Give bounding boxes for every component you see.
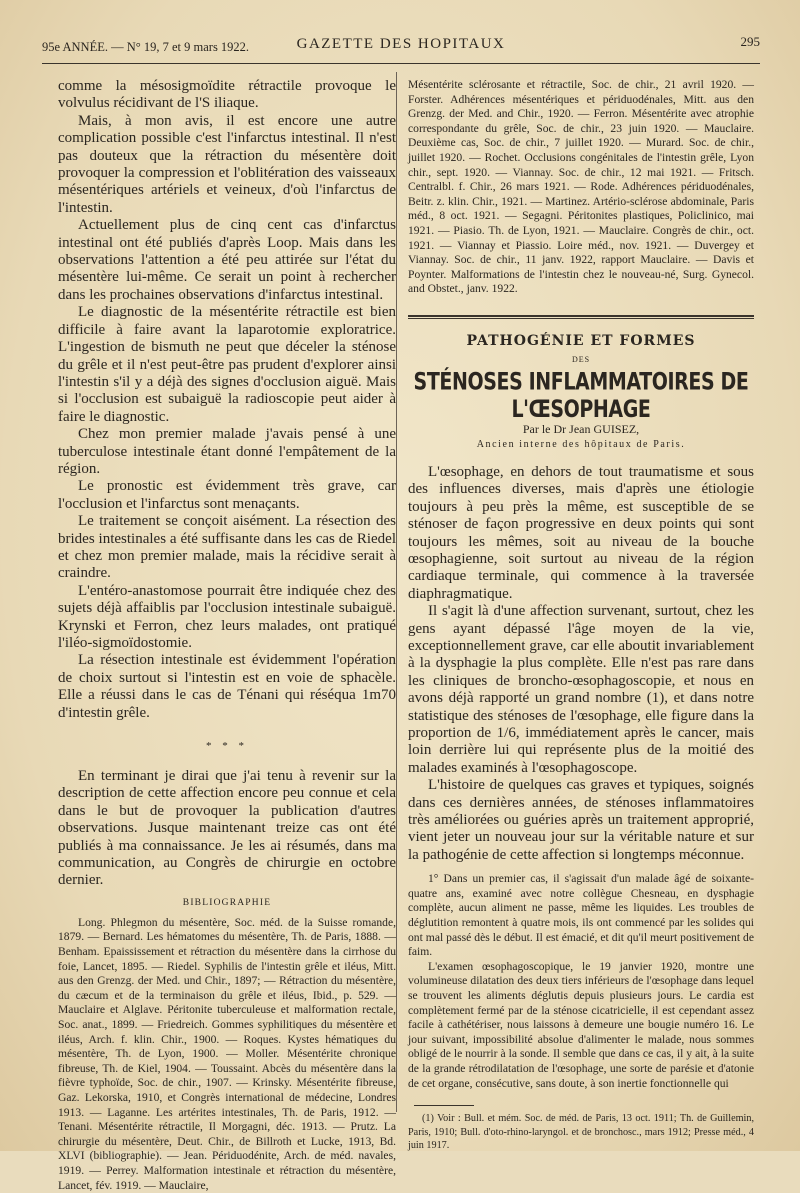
paragraph: Le traitement se conçoit aisément. La résection des brides intestinales a été suffisante dans les cas de Riedel et chez mon premier malade, mais la récidive serait à craindre. bbox=[58, 513, 396, 582]
article-title-connector: DES bbox=[571, 354, 591, 364]
bibliography-continued: Mésentérite sclérosante et rétractile, Soc. de chir., 21 avril 1920. — Forster. Adhérences mésentériques et périduodénales, Mitt. aus den Grenzg. der Med. and Chir., 1920. — Ferron. Mésentérite avec atrophie correspondante du grêle, Soc. de chir., 23 juin 1920. — Mauclaire. Deuxième cas, Soc. de chir., 7 juillet 1920. — Murard. Soc. de chir., juillet 1920. — Rochet. Occlusions congénitales de l'intestin grêle, Lyon chir., sept. 1920. — Viannay. Soc. de chir., 12 mai 1921. — Fritsch. Centralbl. f. Chir., 26 mars 1921. — Rode. Adhérences périduodénales, Beitr. z. klin. Chir., 1921. — Martinez. Artério-sclérose abdominale, Paris méd., 8 oct. 1921. — Segagni. Péritonites plastiques, Policlinico, mai 1921. — Piasio. Th. de Lyon, 1921. — Mauclaire. Congrès de chir., oct. 1921. — Viannay et Piassio. Loire méd., nov. 1921. — Duvergey et Viannay. Soc. de chir., 11 janv. 1922, rapport Mauclaire. — Davis et Poynter. Malformations de l'intestin chez le nouveau-né, Surg. Gynecol. and Obstet., janv. 1922. bbox=[408, 78, 754, 296]
paragraph: Chez mon premier malade j'avais pensé à une tuberculose intestinale étant donné l'empâtement de la région. bbox=[58, 426, 396, 477]
footnote-rule bbox=[414, 1105, 474, 1106]
paragraph: Le diagnostic de la mésentérite rétractile est bien difficile à faire avant la laparotomie exploratrice. L'ingestion de bismuth ne peut que déceler la sténose du grêle et il n'est peut-être pas prudent d'explorer ainsi l'intestin s'il y a déjà des signes d'occlusion aiguë. Mais si l'occlusion est subaiguë la radioscopie peut aider à faire le diagnostic. bbox=[58, 304, 396, 425]
conclusion-paragraph: En terminant je dirai que j'ai tenu à revenir sur la description de cette affection encore peu connue et cela dans le but de provoquer la publication d'autres observations. Jusque maintenant treize cas ont été publiés à ma connaissance. Je les ai résumés, dans ma communication, au Congrès de chirurgie en octobre dernier. bbox=[58, 768, 396, 889]
paragraph: Il s'agit là d'une affection survenant, surtout, chez les gens ayant dépassé l'âge moyen de la vie, exceptionnellement grave, car elle aboutit invariablement à la dysphagie la plus complète. Elle n'est pas rare dans les cliniques de broncho-œsophagoscopie, et nous en avons déjà rapporté un grand nombre (1), et dans notre statistique des sténoses de l'œsophage, elle figure dans la proportion de 1/6, immédiatement après le cancer, mais loin derrière lui qui représente plus de la moitié des malades examinés à l'œsophagoscope. bbox=[408, 603, 754, 776]
paragraph: L'histoire de quelques cas graves et typiques, soignés dans ces dernières années, de sténoses inflammatoires très améliorées ou guéries après un traitement approprié, vient jeter un nouveau jour sur la véritable nature et sur la pathogénie de cette affection si longtemps méconnue. bbox=[408, 777, 754, 863]
author-affiliation: Ancien interne des hôpitaux de Paris. bbox=[476, 438, 686, 450]
article-separator bbox=[408, 315, 754, 319]
paragraph: La résection intestinale est évidemment l'opération de choix surtout si l'intestin est en voie de sphacèle. Elle a réussi dans le cas de Ténani qui réséqua 1m70 d'intestin grêle. bbox=[58, 652, 396, 721]
paragraph: Mais, à mon avis, il est encore une autre complication possible c'est l'infarctus intestinal. Il n'est pas douteux que la rétraction du mésentère doit provoquer la compression et l'oblitération des vaisseaux mésentériques artériels et veineux, d'où l'infarctus de l'intestin. bbox=[58, 112, 396, 216]
bibliography-title: BIBLIOGRAPHIE bbox=[182, 897, 272, 908]
section-break-stars: * * * bbox=[206, 740, 248, 753]
author-byline: Par le Dr Jean GUISEZ, bbox=[522, 421, 640, 436]
case-paragraph: L'examen œsophagoscopique, le 19 janvier 1920, montre une volumineuse dilatation des deux tiers inférieurs de l'œsophage dans lequel se trouvent les aliments déglutis depuis plusieurs jours. Le cardia est complètement fermé par de la sténose cicatricielle, il est cependant assez facile à cathétériser, nous laissons à demeure une bougie numéro 16. Le jour suivant, impossibilité absolue d'alimenter le malade, nous sommes obligé de le nourrir à la sonde. Il semble que dans ce cas, il y ait, à la suite de la grande rétrodilatation de l'œsophage, une sorte de parésie et d'atonie de cet organe, consécutive, sans doute, à son inertie fonctionnelle qui bbox=[408, 959, 754, 1090]
page-header bbox=[42, 34, 760, 60]
paragraph: L'œsophage, en dehors de tout traumatisme et sous des influences diverses, mais d'après une étiologie toujours à peu près la même, est susceptible de se sténoser de façon progressive en deux points qui sont toujours les mêmes, soit au niveau de la bouche œsophagienne, soit surtout au niveau de la région cardiaque terminale, qui commence à la traversée diaphragmatique. bbox=[408, 463, 754, 602]
issue-info: 95e ANNÉE. — N° 19, 7 et 9 mars 1922. bbox=[42, 40, 250, 54]
footnote: (1) Voir : Bull. et mém. Soc. de méd. de Paris, 13 oct. 1911; Th. de Guillemin, Paris, 1910; Bull. d'oto-rhino-laryngol. et de bronchosc., mars 1912; Presse méd., 4 juin 1917. bbox=[408, 1113, 754, 1152]
paragraph: L'entéro-anastomose pourrait être indiquée chez des sujets déjà affaiblis par l'occlusion intestinale subaiguë. Krynski et Ferron, chez leurs malades, ont pratiqué l'iléo-sigmoïdostomie. bbox=[58, 582, 396, 651]
paragraph: Le pronostic est évidemment très grave, car l'occlusion et l'infarctus sont menaçants. bbox=[58, 478, 396, 512]
article-title-line-1: PATHOGÉNIE ET FORMES bbox=[466, 332, 696, 349]
bibliography-text: Long. Phlegmon du mésentère, Soc. méd. de la Suisse romande, 1879. — Bernard. Les hématomes du mésentère, Th. de Paris, 1888. — Benham. Epaississement et rétraction du mésentère dans la cirrhose du foie, Lancet, 1895. — Riedel. Syphilis de l'intestin grêle et iléus, Mitt. aus den Grenzg. der Med. und Chir., 1897; — Rétraction du mésentère, du cæcum et de la terminaison du grêle et iléus, Ibid., p. 529. — Mauclaire et Alglave. Péritonite tuberculeuse et malformation rectale, Soc. anat., 1899. — Friedreich. Gommes syphilitiques du mésentère et iléus, Arch. f. klin. Chir., 1900. — Roques. Kystes hématiques du mésentère, Th. de Lyon, 1900. — Moller. Mésentérite chronique fibreuse, Th. de Kiel, 1904. — Toussaint. Abcès du mésentère dans la fièvre typhoïde, Soc. de chir., 1907. — Krinsky. Mésentérite fibreuse, Gaz. Lekorska, 1910, et Congrès international de médecine, Londres 1913. — Laganne. Les artérites intestinales, Th. de Paris, 1912. — Tenani. Mésentérite rétractile, Il Morgagni, déc. 1913. — Prutz. La chirurgie du mésentère, Deut. Chir., de Billroth et Lucke, 1913, Bd. XLVI (bibliographie). — Jean. Périduodénite, Arch. de méd. navales, 1919. — Perrey. Malformation intestinale et rétraction du mésentère, Lancet, fév. 1919. — Mauclaire, bbox=[58, 915, 396, 1192]
column-divider bbox=[396, 72, 397, 1112]
paragraph: Actuellement plus de cinq cent cas d'infarctus intestinal ont été publiés d'après Loop. Mais dans les observations l'attention a été peu attirée sur l'état du mésentère lui-même. Ce serait un point à rechercher dans les prochaines observations d'infarctus intestinal. bbox=[58, 217, 396, 303]
left-column bbox=[58, 78, 396, 1193]
case-paragraph: 1° Dans un premier cas, il s'agissait d'un malade âgé de soixante-quatre ans, examiné avec notre collègue Chesneau, en dysphagie complète, aucun aliment ne passe, même les liquides. Les troubles de déglutition remontent à quatre mois, ils ont commencé par les solides qui ont mal passé dès le début. Il est émacié, et dit qu'il meurt positivement de faim. bbox=[408, 872, 754, 959]
paragraph: comme la mésosigmoïdite rétractile provoque le volvulus récidivant de l'S iliaque. bbox=[58, 78, 396, 112]
article-title-line-2: STÉNOSES INFLAMMATOIRES DE L'ŒSOPHAGE bbox=[413, 367, 749, 423]
journal-title: GAZETTE DES HOPITAUX bbox=[296, 36, 506, 52]
right-column bbox=[408, 78, 754, 1153]
page-number: 295 bbox=[740, 34, 760, 49]
header-rule bbox=[42, 63, 760, 64]
